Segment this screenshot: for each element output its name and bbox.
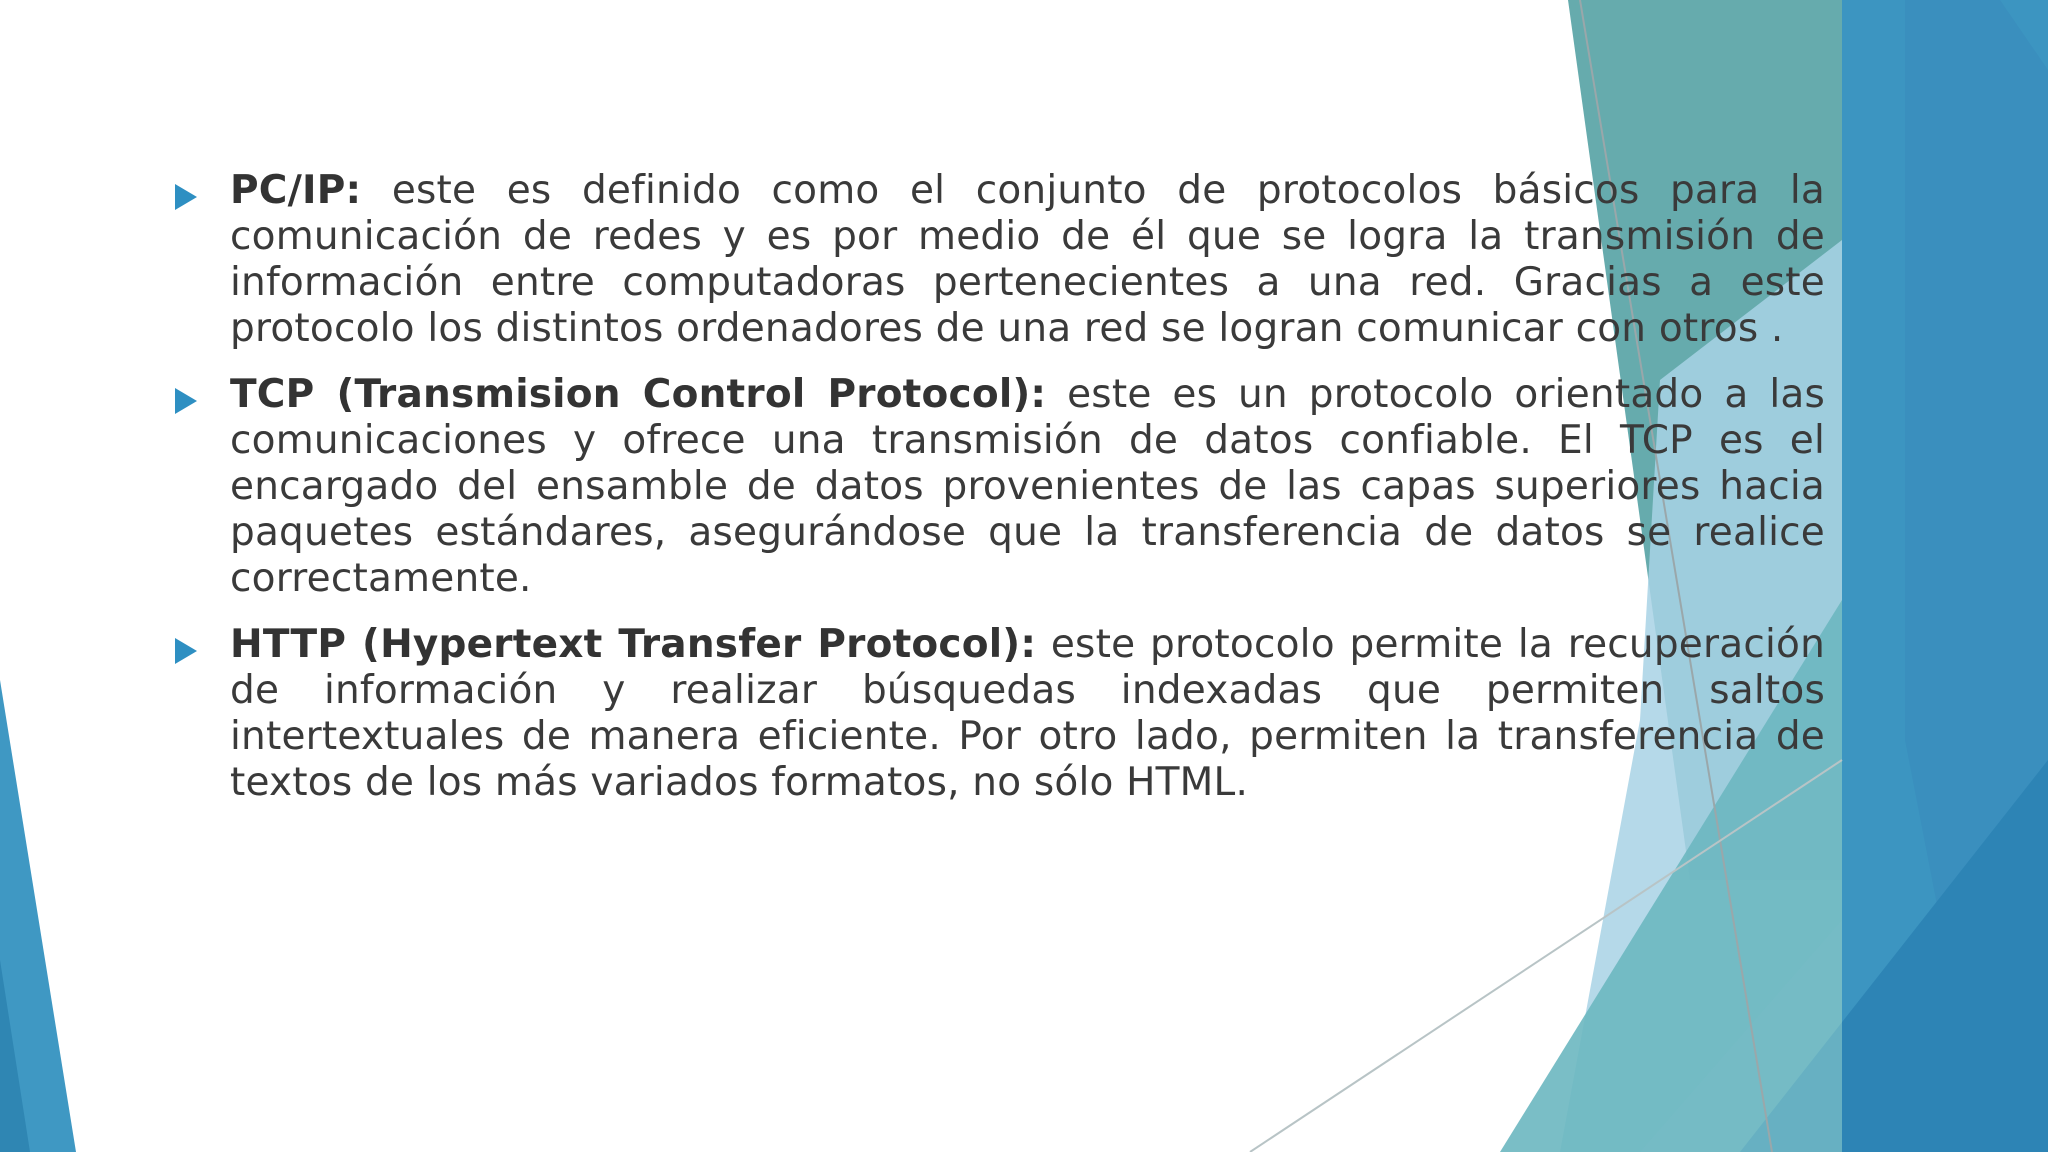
bullet-item-http [170,622,1825,806]
bullet-paragraph [230,168,1825,352]
bullet-term: TCP (Transmision Control Protocol): [230,372,1047,417]
bullet-term: PC/IP: [230,168,362,213]
triangle-right-icon [175,388,197,414]
bullet-body: este es un protocolo orientado a las comunicaciones y ofrece una transmisión de datos confiable. El TCP es el encargado del ensamble de datos provenientes de las capas superiores hacia paquetes estándares, asegurándose que la transferencia de datos se realice correctamente. [230,372,1825,601]
bullet-paragraph [230,372,1825,602]
bullet-item-pcip [170,168,1825,352]
triangle-right-icon [175,638,197,664]
bullet-item-tcp [170,372,1825,602]
bullet-body: este es definido como el conjunto de protocolos básicos para la comunicación de redes y es por medio de él que se logra la transmisión de información entre computadoras pertenecientes a una red. Gracias a este protocolo los distintos ordenadores de una red se logran comunicar con otros . [230,168,1825,351]
triangle-right-icon [175,184,197,210]
bullet-body: este protocolo permite la recuperación de información y realizar búsquedas indexadas que permiten saltos intertextuales de manera eficiente. Por otro lado, permiten la transferencia de textos de los más variados formatos, no sólo HTML. [230,622,1825,805]
bullet-list [170,168,1825,826]
bullet-term: HTTP (Hypertext Transfer Protocol): [230,622,1037,667]
bullet-paragraph [230,622,1825,806]
